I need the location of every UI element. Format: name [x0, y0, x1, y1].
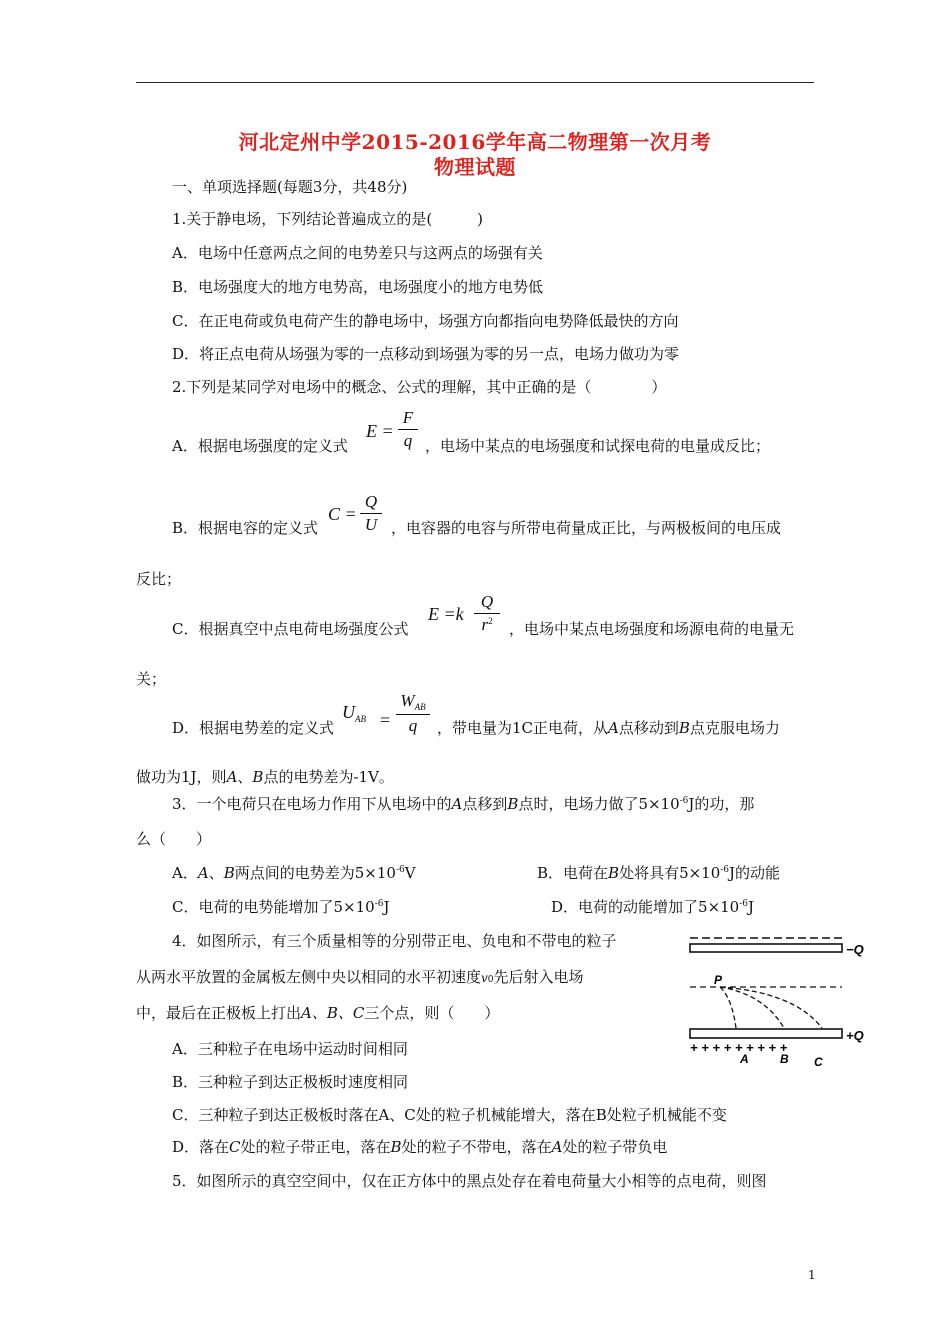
q2-option-b-pre: B．根据电容的定义式 [172, 519, 319, 537]
q3-a-sep: 、 [208, 864, 224, 882]
formula-a-lhs: E = [366, 421, 394, 441]
q2-d-point-b: B [678, 719, 690, 737]
point-c-label: C [814, 1055, 823, 1069]
q2-d-cont-text1: 做功为1J，则 [136, 768, 227, 786]
q3-b-post: 处将具有5×10 [619, 864, 721, 882]
positive-charges: + + + + + + + + + [690, 1040, 788, 1055]
q2-d-point-a: A [608, 719, 619, 737]
formula-b-fraction [360, 492, 382, 535]
q3-stem-pre: 3．一个电荷只在电场力作用下从电场中的 [172, 795, 452, 813]
q3-a-post: 两点间的电势差为5×10 [234, 864, 396, 882]
formula-a-fraction [398, 408, 418, 451]
q3-d-exponent: -6 [739, 899, 749, 909]
q4-stem3-post: 三个点，则（ ） [364, 1004, 500, 1022]
point-b-label: B [780, 1052, 789, 1066]
header-rule [136, 82, 814, 83]
q2-d-cont-point-b: B [252, 768, 264, 786]
q2-option-b-post: ，电容器的电容与所带电荷量成正比，与两极板间的电压成 [391, 519, 782, 537]
page-number: 1 [808, 1268, 816, 1282]
q2-option-d-cont: 做功为1J，则A、B点的电势差为-1V。 [136, 768, 394, 786]
q3-c-text: C．电荷的电势能增加了5×10 [172, 898, 375, 916]
q3-b-point-b: B [608, 864, 620, 882]
q4-d-point-a: A [551, 1138, 563, 1156]
q5-stem: 5．如图所示的真空空间中，仅在正方体中的黑点处存在着电荷量大小相等的点电荷，则图 [172, 1172, 767, 1190]
q3-point-b: B [507, 795, 519, 813]
q3-a-exponent: -6 [395, 865, 405, 875]
q1-option-d: D．将正点电荷从场强为零的一点移动到场强为零的另一点，电场力做功为零 [172, 345, 680, 363]
q3-stem-post: 点时，电场力做了5×10 [518, 795, 680, 813]
formula-c-num: Q [480, 592, 494, 611]
q3-option-b [537, 864, 780, 882]
formula-d-u: U [342, 702, 355, 722]
q3-c-exponent: -6 [374, 899, 384, 909]
fraction-bar [396, 714, 430, 715]
q3-option-d [551, 898, 754, 916]
q3-a-unit: V [404, 864, 416, 882]
q3-b-exponent: -6 [720, 865, 730, 875]
q3-option-c [172, 898, 389, 916]
q1-option-a: A．电场中任意两点之间的电势差只与这两点的场强有关 [172, 244, 543, 262]
q4-d-mid1: 处的粒子带正电，落在 [240, 1138, 391, 1156]
q4-d-mid2: 处的粒子不带电，落在 [401, 1138, 552, 1156]
formula-a-den: q [403, 431, 413, 450]
q3-stem [172, 795, 754, 813]
q3-b-pre: B．电荷在 [537, 864, 609, 882]
q2-d-text2: 点移动到 [618, 719, 679, 737]
formula-b-den: U [364, 515, 378, 534]
formula-d-den: q [408, 716, 418, 735]
q3-point-a: A [451, 795, 463, 813]
q2-option-c-pre: C．根据真空中点电荷电场强度公式 [172, 620, 409, 638]
formula-b-num: Q [364, 492, 378, 511]
formula-d-u-sub: AB [355, 714, 366, 724]
q4-stem2-pre: 从两水平放置的金属板左侧中央以相同的水平初速度 [136, 968, 482, 986]
q4-stem3-pre: 中，最后在正极板上打出 [136, 1004, 302, 1022]
q3-a-point-b: B [223, 864, 235, 882]
q4-d-point-c: C [229, 1138, 241, 1156]
positive-plate-label: +Q [846, 1028, 864, 1043]
q4-points: A、B、C [301, 1004, 365, 1022]
section-heading: 一、单项选择题(每题3分，共48分) [172, 178, 408, 196]
q3-d-unit: J [748, 898, 755, 916]
q4-stem-line3 [136, 1004, 499, 1022]
q3-option-a [172, 864, 416, 882]
q4-d-post: 处的粒子带负电 [562, 1138, 668, 1156]
fraction-bar [360, 513, 382, 514]
q3-c-unit: J [383, 898, 390, 916]
formula-d-lhs [342, 702, 366, 723]
q4-option-b: B．三种粒子到达正极板时速度相同 [172, 1073, 409, 1091]
capacitor-particle-figure [684, 928, 884, 1070]
fraction-bar [398, 429, 418, 430]
formula-c-fraction [474, 592, 500, 637]
formula-c-den: r [481, 615, 489, 634]
trajectory-b [720, 987, 784, 1028]
trajectory-a [720, 987, 736, 1028]
q4-stem-line2 [136, 968, 584, 986]
q3-a-pre: A． [172, 864, 198, 882]
q4-d-pre: D．落在 [172, 1138, 230, 1156]
q4-velocity-symbol: v [481, 971, 488, 985]
q4-d-point-b: B [390, 1138, 402, 1156]
formula-d-num-sub: AB [414, 702, 426, 712]
point-a-label: A [740, 1052, 749, 1066]
q2-option-d-post [437, 719, 780, 737]
exam-title: 河北定州中学2015-2016学年高二物理第一次月考 [238, 130, 712, 154]
formula-b-lhs: C = [328, 504, 357, 524]
q4-option-a: A．三种粒子在电场中运动时间相同 [172, 1040, 408, 1058]
trajectory-c [720, 987, 822, 1028]
q2-option-a-pre: A．根据电场强度的定义式 [172, 437, 348, 455]
q3-stem-end: J的功，那 [688, 795, 755, 813]
q3-b-unit: J的动能 [729, 864, 781, 882]
fraction-bar [474, 613, 500, 614]
q3-exponent: -6 [679, 796, 689, 806]
formula-c-lhs: E =k [428, 604, 464, 624]
q1-option-b: B．电场强度大的地方电势高，电场强度小的地方电势低 [172, 278, 544, 296]
point-p-label: P [714, 973, 723, 987]
q2-d-text3: 点克服电场力 [689, 719, 780, 737]
formula-d-fraction [396, 691, 430, 736]
q2-option-d-pre: D．根据电势差的定义式 [172, 719, 335, 737]
q2-d-text1: ，带电量为1C正电荷，从 [437, 719, 609, 737]
q3-stem-mid: 点移到 [462, 795, 508, 813]
q2-option-b-cont: 反比； [136, 570, 182, 588]
q2-option-a-post: ，电场中某点的电场强度和试探电荷的电量成反比； [425, 437, 771, 455]
q4-velocity-sub: 0 [487, 975, 494, 985]
q2-option-c-post: ，电场中某点电场强度和场源电荷的电量无 [509, 620, 795, 638]
q1-option-c: C．在正电荷或负电荷产生的静电场中，场强方向都指向电势降低最快的方向 [172, 312, 679, 330]
q4-option-c: C．三种粒子到达正极板时落在A、C处的粒子机械能增大，落在B处粒子机械能不变 [172, 1106, 727, 1124]
q3-stem-cont: 么（ ） [136, 830, 212, 848]
positive-plate [690, 1029, 842, 1038]
q3-a-point-a: A [197, 864, 209, 882]
exam-subtitle: 物理试题 [434, 155, 516, 179]
q2-d-cont-point-a: A [226, 768, 238, 786]
q2-option-c-cont: 关； [136, 670, 167, 688]
formula-c-exponent: 2 [488, 616, 493, 626]
q4-stem2-post: 先后射入电场 [493, 968, 584, 986]
negative-plate-label: −Q [846, 942, 864, 957]
q2-d-cont-text2: 点的电势差为-1V。 [263, 768, 394, 786]
formula-d-num: W [400, 691, 415, 710]
q4-stem-line1: 4．如图所示，有三个质量相等的分别带正电、负电和不带电的粒子 [172, 932, 617, 950]
negative-plate [690, 944, 842, 952]
formula-a-num: F [402, 408, 414, 427]
q1-stem: 1.关于静电场，下列结论普遍成立的是( ) [172, 210, 484, 228]
q4-option-d [172, 1138, 667, 1156]
q3-d-text: D．电荷的动能增加了5×10 [551, 898, 740, 916]
formula-d-equals: = [380, 710, 391, 730]
q2-stem: 2.下列是某同学对电场中的概念、公式的理解，其中正确的是（ ） [172, 378, 667, 396]
